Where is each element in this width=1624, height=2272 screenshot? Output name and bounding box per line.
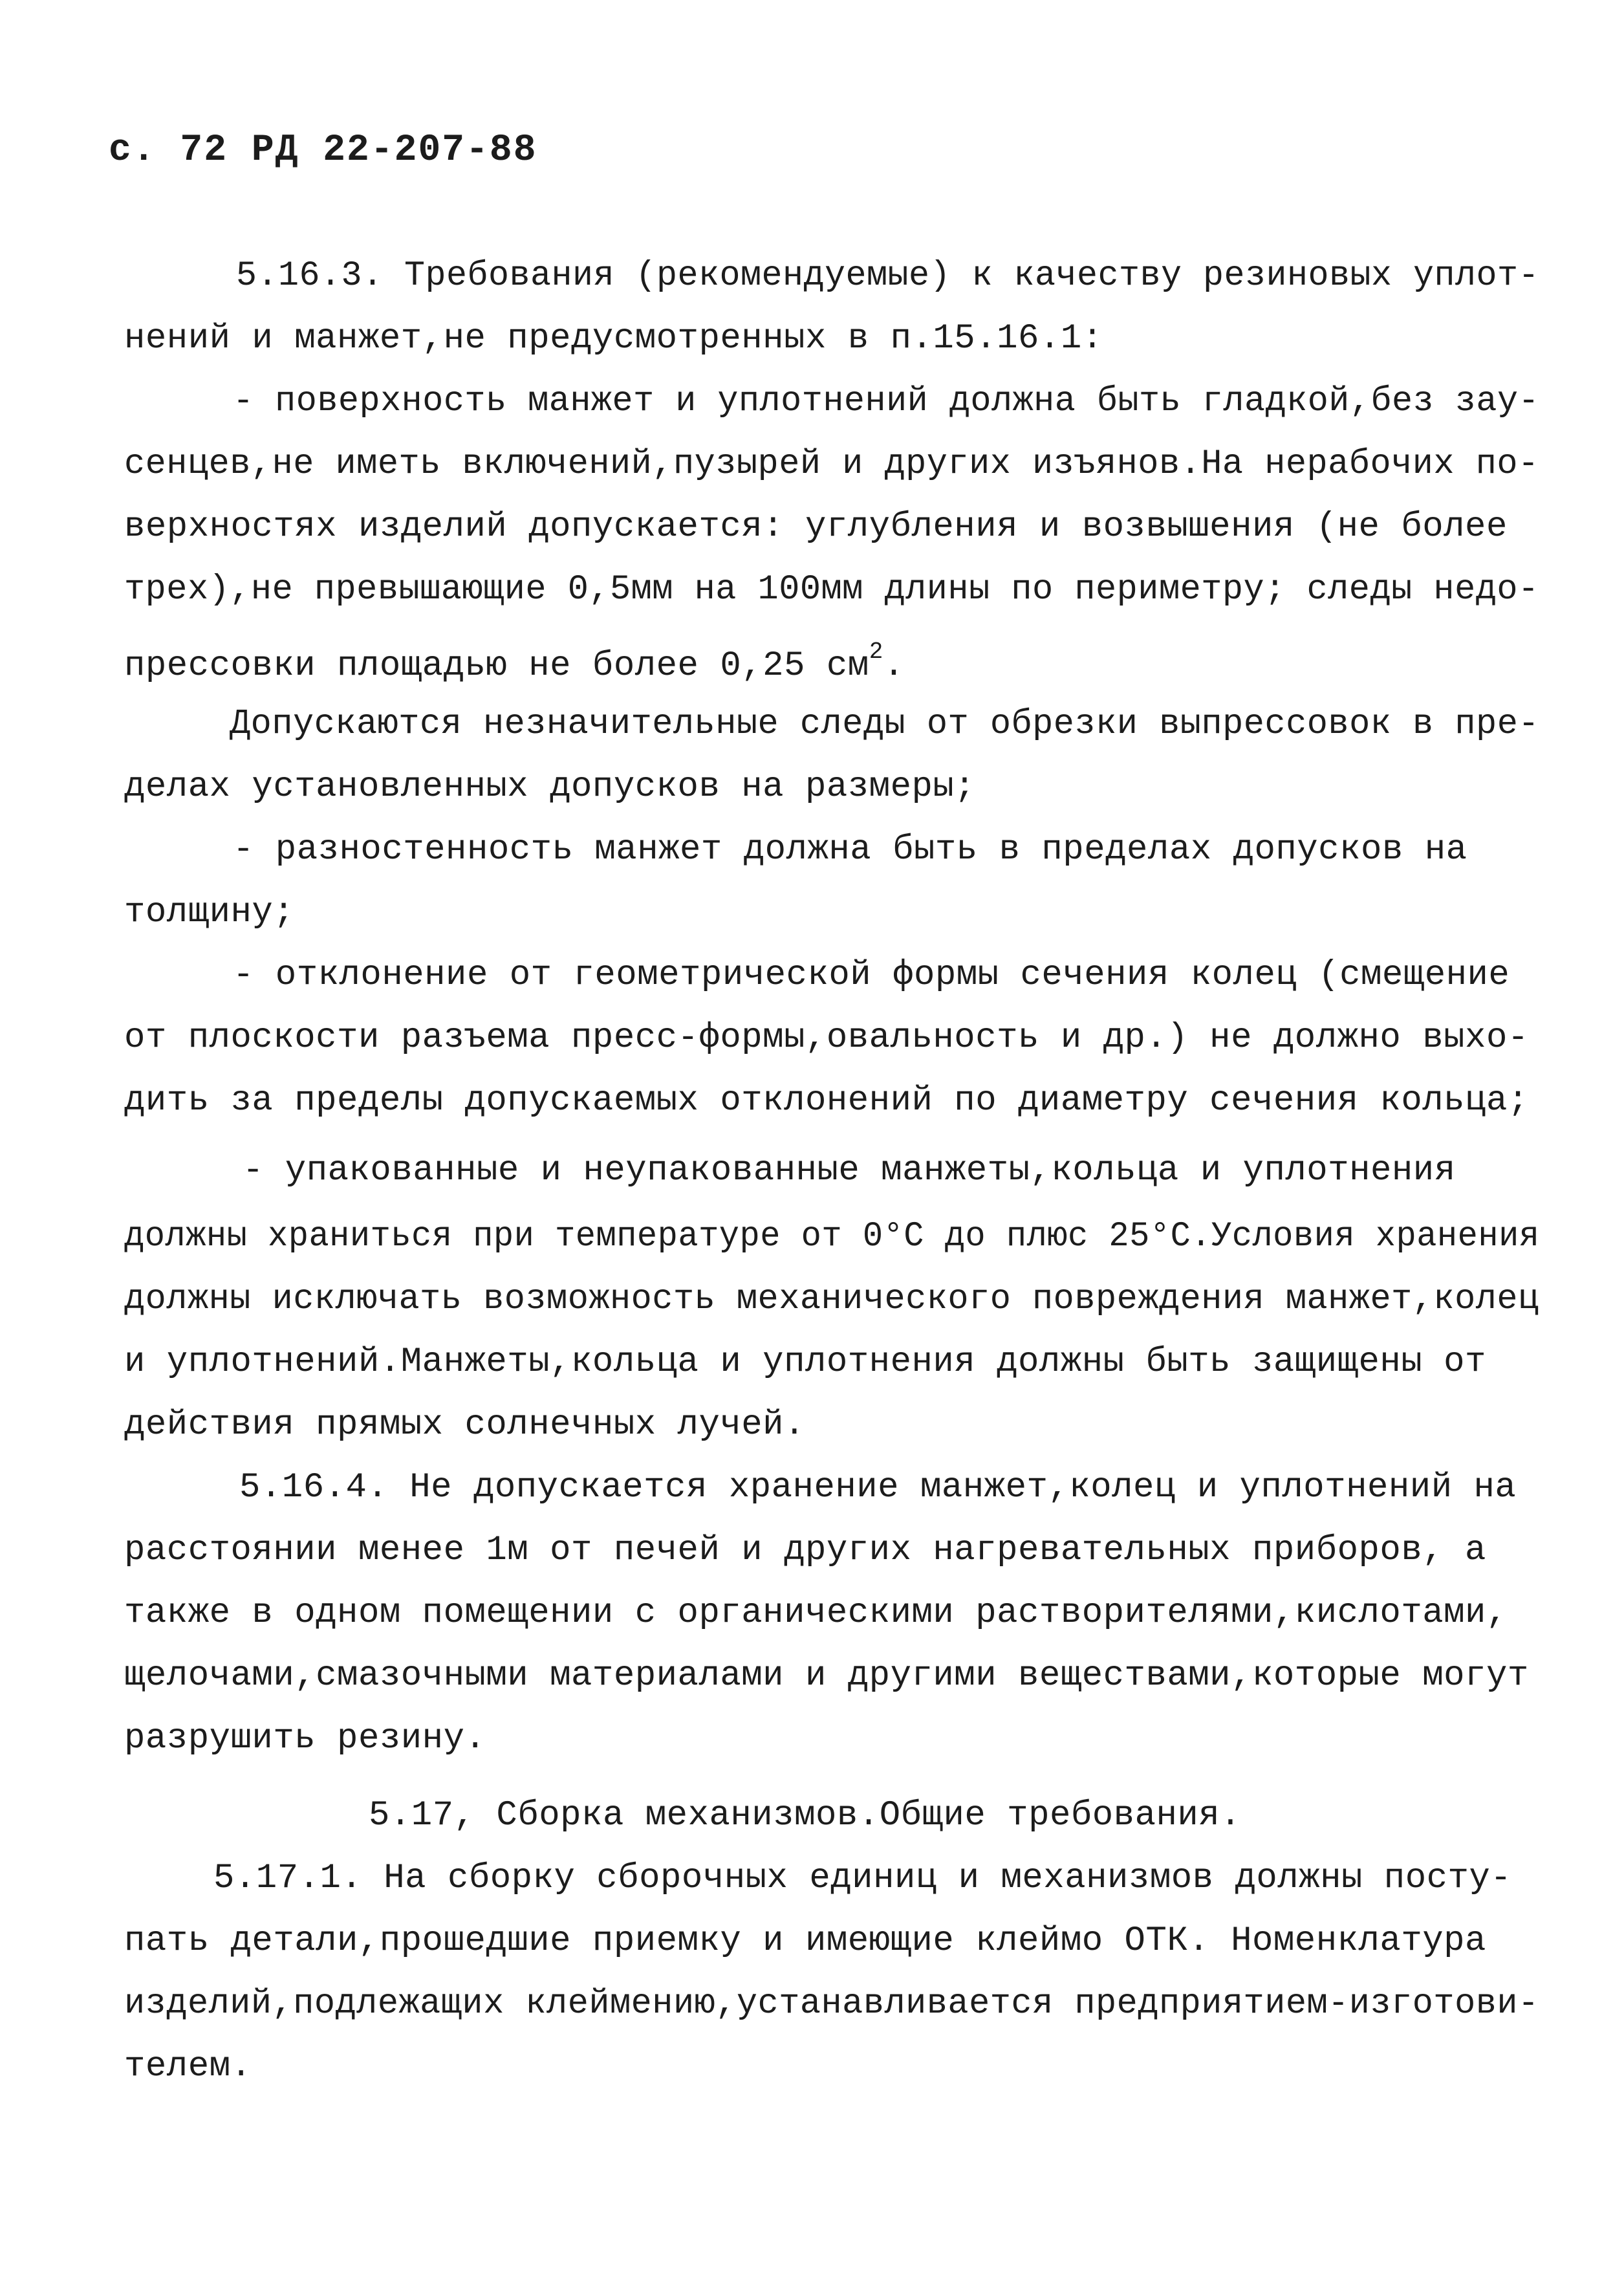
text-line: - упакованные и неупакованные манжеты,кольца и уплотнения bbox=[243, 1151, 1456, 1190]
text-line: щелочами,смазочными материалами и другими веществами,которые могут bbox=[124, 1656, 1529, 1696]
text-line: трех),не превышающие 0,5мм на 100мм длины по периметру; следы недо- bbox=[124, 570, 1539, 609]
text-line-with-superscript bbox=[124, 640, 905, 684]
text-line: действия прямых солнечных лучей. bbox=[124, 1405, 805, 1445]
text-line: верхностях изделий допускается: углубления и возвышения (не более bbox=[124, 507, 1508, 547]
text-line: - поверхность манжет и уплотнений должна быть гладкой,без зау- bbox=[233, 382, 1540, 421]
page-header: с. 72 РД 22-207-88 bbox=[109, 129, 537, 171]
text-segment: . bbox=[883, 646, 905, 686]
text-line: пать детали,прошедшие приемку и имеющие клеймо ОТК. Номенклатура bbox=[124, 1921, 1486, 1961]
text-segment: прессовки площадью не более 0,25 см bbox=[124, 646, 869, 686]
text-line: сенцев,не иметь включений,пузырей и других изъянов.На нерабочих по- bbox=[124, 444, 1539, 484]
text-line: от плоскости разъема пресс-формы,овальность и др.) не должно выхо- bbox=[124, 1018, 1529, 1058]
superscript: 2 bbox=[869, 639, 883, 665]
text-line: делах установленных допусков на размеры; bbox=[124, 767, 976, 807]
text-line: толщину; bbox=[124, 893, 295, 932]
text-line: 5.16.3. Требования (рекомендуемые) к качеству резиновых уплот- bbox=[236, 256, 1540, 296]
text-line: 5.17.1. На сборку сборочных единиц и механизмов должны посту- bbox=[213, 1859, 1512, 1898]
section-heading: 5.17, Сборка механизмов.Общие требования. bbox=[369, 1796, 1242, 1835]
text-line: также в одном помещении с органическими растворителями,кислотами, bbox=[124, 1593, 1508, 1633]
text-line: - отклонение от геометрической формы сечения колец (смещение bbox=[233, 956, 1510, 995]
text-line: должны исключать возможность механического повреждения манжет,колец bbox=[124, 1280, 1539, 1319]
text-line: телем. bbox=[124, 2047, 252, 2086]
text-line: и уплотнений.Манжеты,кольца и уплотнения должны быть защищены от bbox=[124, 1342, 1486, 1382]
text-line: - разностенность манжет должна быть в пределах допусков на bbox=[233, 830, 1467, 869]
text-line: 5.16.4. Не допускается хранение манжет,колец и уплотнений на bbox=[239, 1468, 1517, 1507]
text-line: нений и манжет,не предусмотренных в п.15.16.1: bbox=[124, 319, 1103, 358]
text-line: разрушить резину. bbox=[124, 1719, 486, 1758]
text-line: изделий,подлежащих клеймению,устанавливается предприятием-изготови- bbox=[124, 1984, 1539, 2024]
text-line: должны храниться при температуре от 0°С до плюс 25°С.Условия хранения bbox=[124, 1217, 1540, 1256]
text-line: расстоянии менее 1м от печей и других нагревательных приборов, а bbox=[124, 1531, 1486, 1570]
text-line: дить за пределы допускаемых отклонений по диаметру сечения кольца; bbox=[124, 1081, 1529, 1120]
text-line: Допускаются незначительные следы от обрезки выпрессовок в пре- bbox=[230, 705, 1540, 744]
